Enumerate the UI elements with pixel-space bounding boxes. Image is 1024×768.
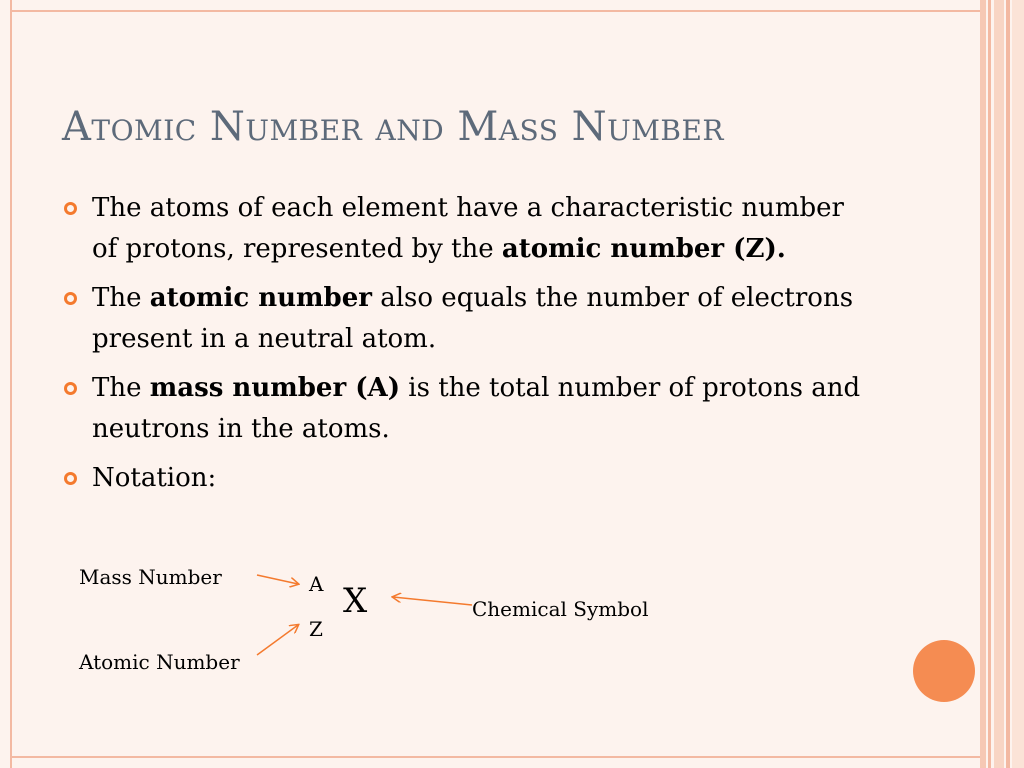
bullet-bold-text: mass number (A) — [149, 373, 400, 403]
bullet-text: The — [92, 283, 150, 313]
atomic-number-arrow — [257, 625, 298, 655]
bullet-text: The — [92, 373, 150, 403]
atomic-number-label: Atomic Number — [79, 650, 240, 674]
slide-title: Atomic Number and Mass Number — [62, 104, 724, 150]
bullet-text: also equals the number of electrons present in a neutral atom. — [92, 283, 854, 354]
bullet-text: Notation: — [92, 463, 217, 493]
bullet-bold-text: atomic number (Z). — [501, 234, 786, 264]
bullet-bold-text: atomic number — [149, 283, 372, 313]
mass-number-label: Mass Number — [79, 565, 222, 589]
bullet-text: The atoms of each element have a characteristic number of protons, represented by the — [92, 193, 844, 264]
bullet-text: is the total number of protons and neutrons in the atoms. — [92, 373, 861, 444]
chemical-symbol-label: Chemical Symbol — [472, 597, 649, 621]
notation-subscript: Z — [309, 617, 323, 641]
decorative-circle — [913, 640, 975, 702]
notation-superscript: A — [309, 572, 324, 596]
mass-number-arrow — [257, 575, 298, 584]
notation-symbol: X — [343, 581, 368, 621]
chemical-symbol-arrow — [393, 597, 472, 605]
